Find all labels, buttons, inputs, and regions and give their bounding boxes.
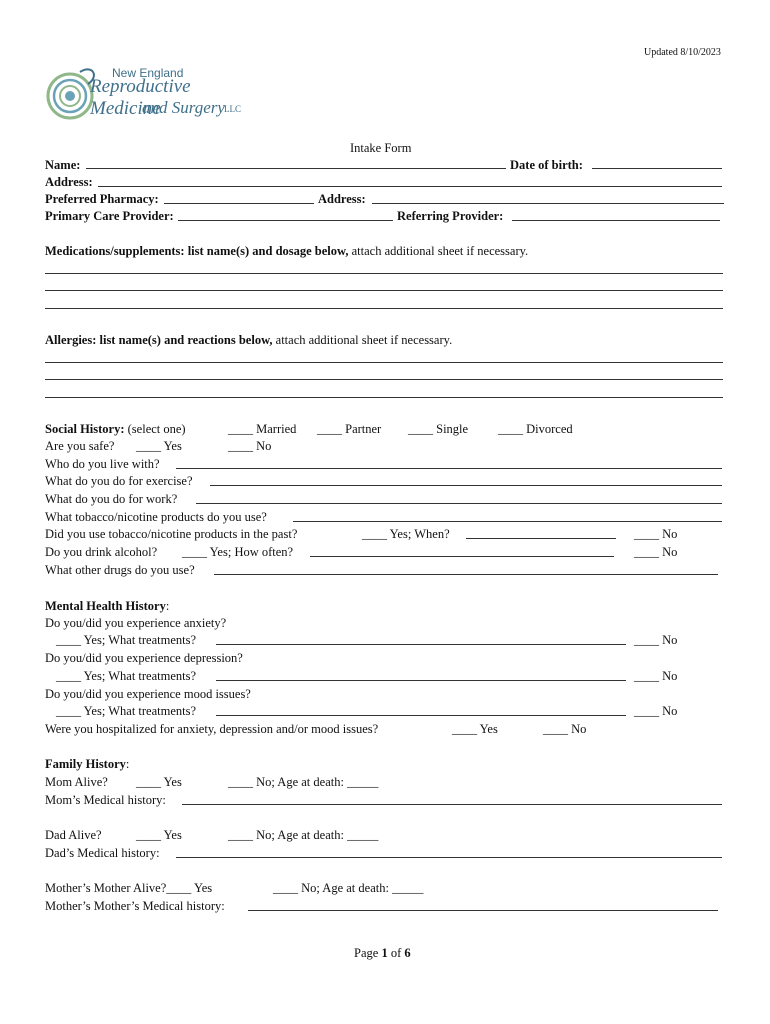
live-with-field[interactable] [176, 468, 722, 469]
dob-label: Date of birth: [510, 158, 583, 172]
name-field[interactable] [86, 168, 506, 169]
tobacco-field[interactable] [293, 521, 722, 522]
mom-alive-yes[interactable]: ____ Yes [136, 775, 182, 789]
alcohol-yes[interactable]: ____ Yes; How often? [182, 545, 294, 559]
mom-history-label: Mom’s Medical history: [45, 793, 166, 807]
anxiety-question: Do you/did you experience anxiety? [45, 616, 227, 630]
tobacco-past-when-field[interactable] [466, 538, 616, 539]
pcp-label: Primary Care Provider: [45, 209, 174, 223]
logo-line-1: New England [112, 66, 184, 80]
family-heading: Family History: [45, 757, 130, 771]
dad-alive-yes[interactable]: ____ Yes [136, 828, 182, 842]
maternal-grandmother-history-label: Mother’s Mother’s Medical history: [45, 899, 225, 913]
hospitalized-no[interactable]: ____ No [543, 722, 587, 736]
depression-treatments-field[interactable] [216, 680, 626, 681]
mom-history-field[interactable] [182, 804, 722, 805]
hospitalized-question: Were you hospitalized for anxiety, depression and/or mood issues? [45, 722, 379, 736]
exercise-label: What do you do for exercise? [45, 474, 193, 488]
dad-history-label: Dad’s Medical history: [45, 846, 160, 860]
alcohol-no[interactable]: ____ No [634, 545, 678, 559]
depression-yes[interactable]: ____ Yes; What treatments? [56, 669, 197, 683]
mood-yes[interactable]: ____ Yes; What treatments? [56, 704, 197, 718]
mood-no[interactable]: ____ No [634, 704, 678, 718]
pcp-field[interactable] [178, 220, 393, 221]
work-label: What do you do for work? [45, 492, 178, 506]
live-with-label: Who do you live with? [45, 457, 160, 471]
dad-alive-no[interactable]: ____ No; Age at death: _____ [228, 828, 379, 842]
mom-alive-label: Mom Alive? [45, 775, 108, 789]
anxiety-yes[interactable]: ____ Yes; What treatments? [56, 633, 197, 647]
other-drugs-label: What other drugs do you use? [45, 563, 195, 577]
medications-line[interactable] [45, 273, 723, 274]
depression-question: Do you/did you experience depression? [45, 651, 243, 665]
allergies-heading: Allergies: list name(s) and reactions below, attach additional sheet if necessary. [45, 333, 453, 347]
option-divorced[interactable]: ____ Divorced [498, 422, 573, 436]
hospitalized-yes[interactable]: ____ Yes [452, 722, 498, 736]
anxiety-no[interactable]: ____ No [634, 633, 678, 647]
safe-question: Are you safe? [45, 439, 115, 453]
pharmacy-address-label: Address: [318, 192, 366, 206]
mood-treatments-field[interactable] [216, 715, 626, 716]
maternal-grandmother-history-field[interactable] [248, 910, 718, 911]
tobacco-label: What tobacco/nicotine products do you use? [45, 510, 267, 524]
pharmacy-address-field[interactable] [372, 203, 724, 204]
address-field[interactable] [98, 186, 722, 187]
medications-line[interactable] [45, 290, 723, 291]
maternal-grandmother-alive[interactable]: Mother’s Mother Alive?____ Yes [45, 881, 213, 895]
allergies-line[interactable] [45, 362, 723, 363]
allergies-line[interactable] [45, 397, 723, 398]
logo-line-3: and Surgery [142, 98, 225, 117]
updated-date: Updated 8/10/2023 [644, 47, 721, 58]
form-title: Intake Form [350, 141, 412, 155]
referring-label: Referring Provider: [397, 209, 504, 223]
clinic-logo [44, 62, 254, 132]
allergies-line[interactable] [45, 379, 723, 380]
exercise-field[interactable] [210, 485, 722, 486]
address-label: Address: [45, 175, 93, 189]
tobacco-past-label: Did you use tobacco/nicotine products in the past? [45, 527, 298, 541]
mom-alive-no[interactable]: ____ No; Age at death: _____ [228, 775, 379, 789]
pharmacy-label: Preferred Pharmacy: [45, 192, 159, 206]
referring-field[interactable] [512, 220, 720, 221]
alcohol-label: Do you drink alcohol? [45, 545, 158, 559]
page-number: Page 1 of 6 [354, 946, 411, 960]
logo-suffix: LLC [224, 104, 241, 114]
dad-alive-label: Dad Alive? [45, 828, 102, 842]
logo-line-2: Reproductive Medicine [90, 76, 191, 119]
option-partner[interactable]: ____ Partner [317, 422, 382, 436]
other-drugs-field[interactable] [214, 574, 718, 575]
depression-no[interactable]: ____ No [634, 669, 678, 683]
option-single[interactable]: ____ Single [408, 422, 469, 436]
tobacco-past-no[interactable]: ____ No [634, 527, 678, 541]
dad-history-field[interactable] [176, 857, 722, 858]
mental-heading: Mental Health History: [45, 599, 170, 613]
alcohol-often-field[interactable] [310, 556, 614, 557]
anxiety-treatments-field[interactable] [216, 644, 626, 645]
mood-question: Do you/did you experience mood issues? [45, 687, 251, 701]
work-field[interactable] [196, 503, 722, 504]
pharmacy-field[interactable] [164, 203, 314, 204]
safe-no[interactable]: ____ No [228, 439, 272, 453]
tobacco-past-yes[interactable]: ____ Yes; When? [362, 527, 450, 541]
name-label: Name: [45, 158, 81, 172]
dob-field[interactable] [592, 168, 722, 169]
medications-line[interactable] [45, 308, 723, 309]
social-heading: Social History: (select one) [45, 422, 186, 436]
medications-heading: Medications/supplements: list name(s) and dosage below, attach additional sheet if necessary. [45, 244, 529, 258]
maternal-grandmother-no[interactable]: ____ No; Age at death: _____ [273, 881, 424, 895]
option-married[interactable]: ____ Married [228, 422, 297, 436]
safe-yes[interactable]: ____ Yes [136, 439, 182, 453]
